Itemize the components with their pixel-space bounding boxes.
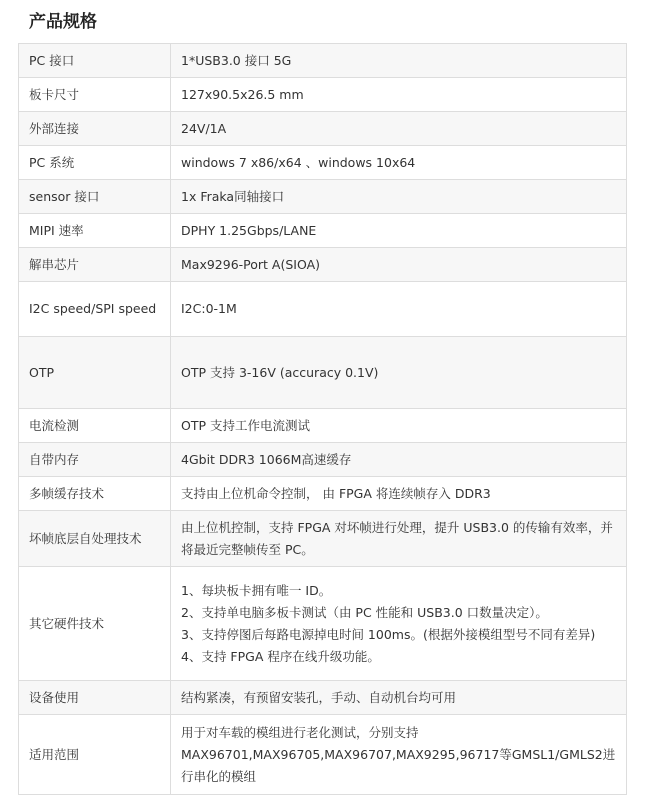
table-row bbox=[19, 282, 627, 337]
spec-key: 设备使用 bbox=[19, 681, 171, 715]
spec-table bbox=[18, 43, 627, 795]
table-row bbox=[19, 146, 627, 180]
table-row bbox=[19, 78, 627, 112]
page-title: 产品规格 bbox=[29, 12, 97, 32]
spec-key: PC 接口 bbox=[19, 44, 171, 78]
spec-value: 24V/1A bbox=[171, 112, 627, 146]
spec-value: 1x Fraka同轴接口 bbox=[171, 180, 627, 214]
spec-key: OTP bbox=[19, 337, 171, 409]
spec-key: 自带内存 bbox=[19, 443, 171, 477]
spec-value: I2C:0-1M bbox=[171, 282, 627, 337]
table-row bbox=[19, 248, 627, 282]
table-row bbox=[19, 214, 627, 248]
table-row bbox=[19, 180, 627, 214]
spec-key: 解串芯片 bbox=[19, 248, 171, 282]
spec-value: OTP 支持工作电流测试 bbox=[171, 409, 627, 443]
spec-value: windows 7 x86/x64 、windows 10x64 bbox=[171, 146, 627, 180]
table-row bbox=[19, 44, 627, 78]
spec-value: Max9296-Port A(SIOA) bbox=[171, 248, 627, 282]
table-row bbox=[19, 567, 627, 681]
spec-key: sensor 接口 bbox=[19, 180, 171, 214]
spec-value: 结构紧凑，有预留安装孔，手动、自动机台均可用 bbox=[171, 681, 627, 715]
spec-key: 电流检测 bbox=[19, 409, 171, 443]
spec-value: 127x90.5x26.5 mm bbox=[171, 78, 627, 112]
table-row bbox=[19, 511, 627, 567]
spec-key: 适用范围 bbox=[19, 715, 171, 795]
table-row bbox=[19, 715, 627, 795]
spec-value: 4Gbit DDR3 1066M高速缓存 bbox=[171, 443, 627, 477]
spec-key: PC 系统 bbox=[19, 146, 171, 180]
spec-value: 1*USB3.0 接口 5G bbox=[171, 44, 627, 78]
table-row bbox=[19, 477, 627, 511]
spec-value: 支持由上位机命令控制， 由 FPGA 将连续帧存入 DDR3 bbox=[171, 477, 627, 511]
spec-key: I2C speed/SPI speed bbox=[19, 282, 171, 337]
spec-key: 其它硬件技术 bbox=[19, 567, 171, 681]
spec-value: 用于对车载的模组进行老化测试，分别支持 MAX96701,MAX96705,MAX96707,MAX9295,96717等GMSL1/GMLS2进行串化的模组 bbox=[171, 715, 627, 795]
spec-key: 外部连接 bbox=[19, 112, 171, 146]
table-row bbox=[19, 409, 627, 443]
spec-value: OTP 支持 3-16V (accuracy 0.1V) bbox=[171, 337, 627, 409]
spec-value: 由上位机控制，支持 FPGA 对坏帧进行处理，提升 USB3.0 的传输有效率，并将最近完整帧传至 PC。 bbox=[171, 511, 627, 567]
table-row bbox=[19, 112, 627, 146]
spec-value: DPHY 1.25Gbps/LANE bbox=[171, 214, 627, 248]
spec-value: 1、每块板卡拥有唯一 ID。 2、支持单电脑多板卡测试（由 PC 性能和 USB3.0 口数量决定）。 3、支持停图后每路电源掉电时间 100ms。(根据外接模组型号不同有差异) 4、支持 FPGA 程序在线升级功能。 bbox=[171, 567, 627, 681]
spec-key: 多帧缓存技术 bbox=[19, 477, 171, 511]
spec-key: 坏帧底层自处理技术 bbox=[19, 511, 171, 567]
spec-key: 板卡尺寸 bbox=[19, 78, 171, 112]
spec-key: MIPI 速率 bbox=[19, 214, 171, 248]
table-row bbox=[19, 443, 627, 477]
table-row bbox=[19, 681, 627, 715]
table-row bbox=[19, 337, 627, 409]
